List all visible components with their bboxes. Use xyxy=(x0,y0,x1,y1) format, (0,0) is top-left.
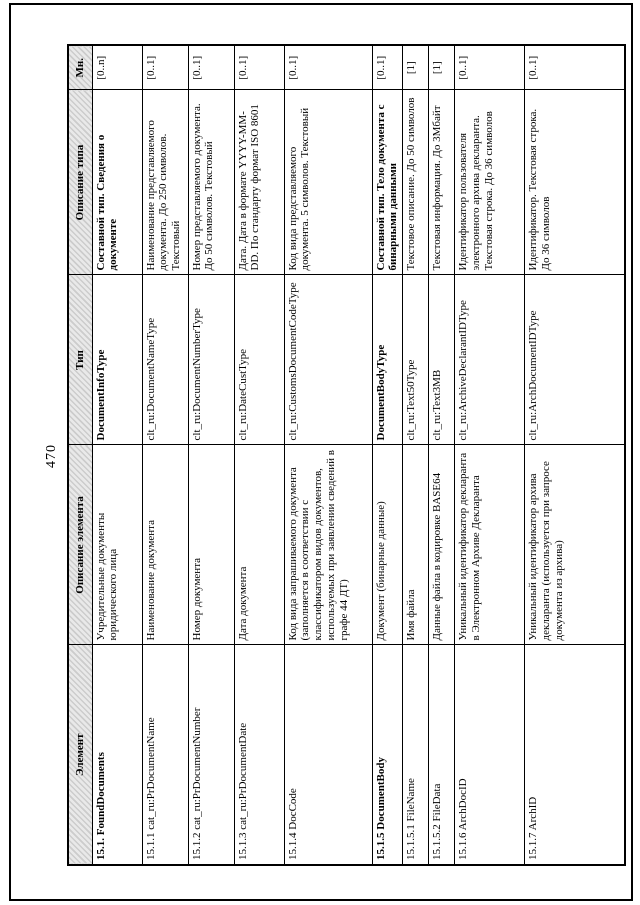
cell-element: 15.1.7 ArchID xyxy=(525,645,625,865)
column-header-type-description: Описание типа xyxy=(68,90,92,275)
cell-description: Имя файла xyxy=(403,445,429,645)
cell-multiplicity: [0..1] xyxy=(142,45,188,90)
cell-description: Учредительные документы юридического лица xyxy=(92,445,142,645)
cell-type: clt_ru:CustomsDocumentCodeType xyxy=(284,275,372,445)
cell-multiplicity: [0..1] xyxy=(284,45,372,90)
cell-multiplicity: [1] xyxy=(403,45,429,90)
cell-multiplicity: [0..1] xyxy=(372,45,403,90)
cell-type: DocumentInfoType xyxy=(92,275,142,445)
cell-element: 15.1.1 cat_ru:PrDocumentName xyxy=(142,645,188,865)
table-row xyxy=(525,45,625,865)
cell-type-description: Текстовое описание. До 50 символов xyxy=(403,90,429,275)
table-row xyxy=(372,45,403,865)
cell-multiplicity: [0..n] xyxy=(92,45,142,90)
table-row xyxy=(284,45,372,865)
cell-type-description: Код вида представляемого документа. 5 символов. Текстовый xyxy=(284,90,372,275)
cell-type: clt_ru:DateCustType xyxy=(234,275,284,445)
cell-type-description: Номер представляемого документа. До 50 символов. Текстовый xyxy=(188,90,234,275)
cell-element: 15.1. FoundDocuments xyxy=(92,645,142,865)
cell-type: clt_ru:ArchDocumentIDType xyxy=(525,275,625,445)
rotated-page-content xyxy=(44,46,626,866)
column-header-multiplicity: Мн. xyxy=(68,45,92,90)
column-header-description: Описание элемента xyxy=(68,445,92,645)
cell-element: 15.1.5.1 FileName xyxy=(403,645,429,865)
cell-type-description: Идентификатор. Текстовая строка. До 36 символов xyxy=(525,90,625,275)
cell-description: Уникальный идентификатор архива декларанта (используется при запросе документа из архива) xyxy=(525,445,625,645)
cell-description: Номер документа xyxy=(188,445,234,645)
cell-type-description: Наименование представляемого документа. До 250 символов. Текстовый xyxy=(142,90,188,275)
cell-type: clt_ru:DocumentNameType xyxy=(142,275,188,445)
cell-type: clt_ru:ArchiveDeclarantIDType xyxy=(455,275,525,445)
table-row xyxy=(455,45,525,865)
column-header-type: Тип xyxy=(68,275,92,445)
cell-element: 15.1.3 cat_ru:PrDocumentDate xyxy=(234,645,284,865)
table-row xyxy=(188,45,234,865)
cell-type-description: Составной тип. Тело документа с бинарными данными xyxy=(372,90,403,275)
cell-type-description: Составной тип. Сведения о документе xyxy=(92,90,142,275)
table-header-row xyxy=(68,45,92,865)
cell-description: Наименование документа xyxy=(142,445,188,645)
cell-type: clt_ru:DocumentNumberType xyxy=(188,275,234,445)
cell-element: 15.1.5 DocumentBody xyxy=(372,645,403,865)
cell-type-description: Текстовая информация. До 3Мбайт xyxy=(429,90,455,275)
cell-multiplicity: [1] xyxy=(429,45,455,90)
cell-description: Документ (бинарные данные) xyxy=(372,445,403,645)
page-number: 470 xyxy=(44,444,59,468)
cell-type: clt_ru:Text50Type xyxy=(403,275,429,445)
table-row xyxy=(92,45,142,865)
table-row xyxy=(429,45,455,865)
cell-description: Дата документа xyxy=(234,445,284,645)
cell-type: DocumentBodyType xyxy=(372,275,403,445)
cell-element: 15.1.2 cat_ru:PrDocumentNumber xyxy=(188,645,234,865)
column-header-element: Элемент xyxy=(68,645,92,865)
cell-multiplicity: [0..1] xyxy=(234,45,284,90)
table-row xyxy=(403,45,429,865)
schema-elements-table xyxy=(67,44,626,866)
cell-multiplicity: [0..1] xyxy=(188,45,234,90)
table-row xyxy=(142,45,188,865)
cell-element: 15.1.4 DocCode xyxy=(284,645,372,865)
cell-description: Уникальный идентификатор декларанта в Электронном Архиве Декларанта xyxy=(455,445,525,645)
cell-type-description: Идентификатор пользователя электронного архива декларанта. Текстовая строка. До 36 символов xyxy=(455,90,525,275)
cell-multiplicity: [0..1] xyxy=(455,45,525,90)
table-row xyxy=(234,45,284,865)
cell-element: 15.1.5.2 FileData xyxy=(429,645,455,865)
cell-type: clt_ru:Text3MB xyxy=(429,275,455,445)
cell-description: Данные файла в кодировке BASE64 xyxy=(429,445,455,645)
cell-description: Код вида запрашиваемого документа (заполняется в соответствии с классификатором видов документов, используемых при заявлении сведений в графе 44 ДТ) xyxy=(284,445,372,645)
cell-element: 15.1.6 ArchDocID xyxy=(455,645,525,865)
cell-multiplicity: [0..1] xyxy=(525,45,625,90)
cell-type-description: Дата. Дата в формате YYYY-MM-DD. По стандарту формат ISO 8601 xyxy=(234,90,284,275)
